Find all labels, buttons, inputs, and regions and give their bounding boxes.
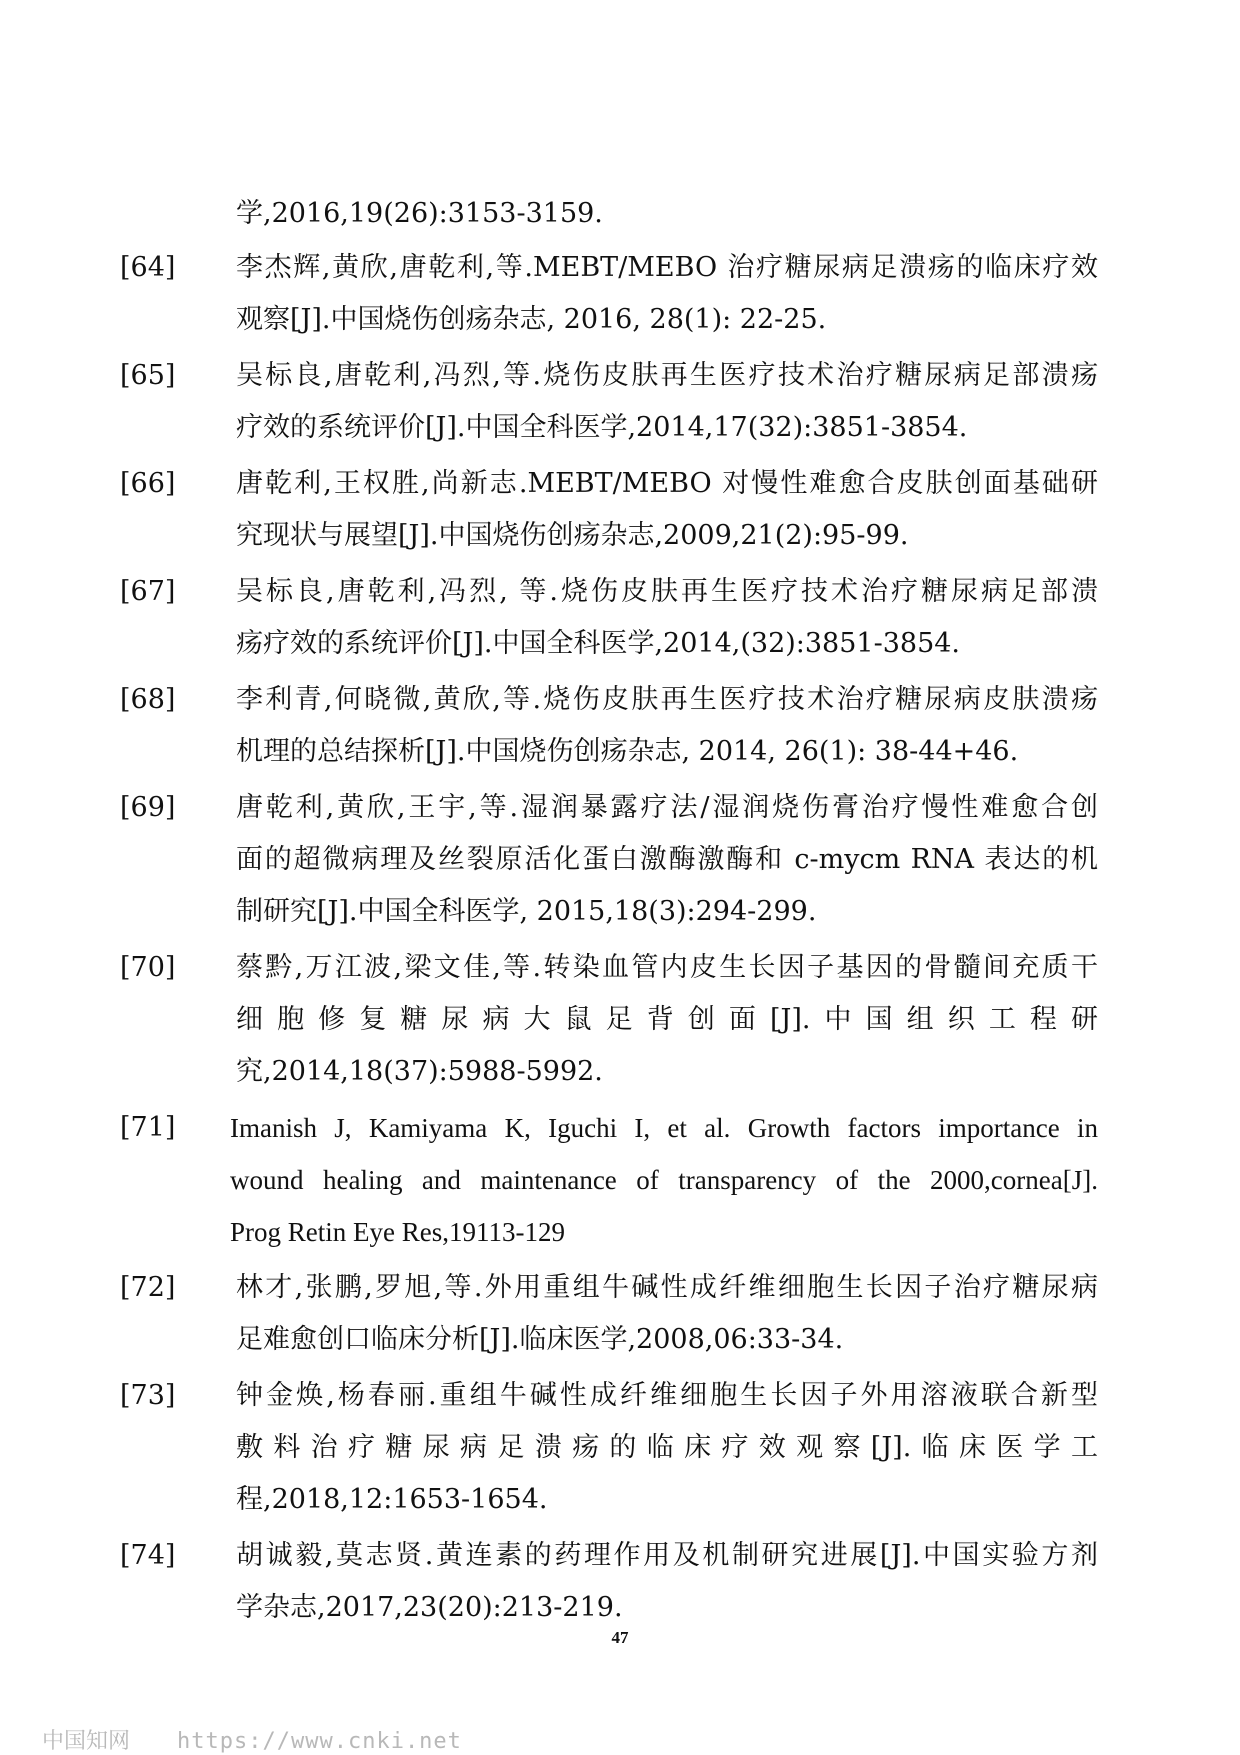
reference-line: 足难愈创口临床分析[J].临床医学,2008,06:33-34. (236, 1324, 844, 1355)
reference-line: 程,2018,12:1653-1654. (236, 1484, 548, 1515)
reference-line: 李利青,何晓微,黄欣,等.烧伤皮肤再生医疗技术治疗糖尿病皮肤溃疡 (236, 684, 1098, 715)
reference-line: 胡诚毅,莫志贤.黄连素的药理作用及机制研究进展[J].中国实验方剂 (236, 1540, 1098, 1571)
watermark (42, 1724, 462, 1755)
reference-number: [69] (120, 792, 176, 823)
reference-line: 究,2014,18(37):5988-5992. (236, 1056, 603, 1087)
reference-line: 唐乾利,王权胜,尚新志.MEBT/MEBO 对慢性难愈合皮肤创面基础研 (236, 468, 1098, 499)
reference-item (120, 674, 1098, 778)
reference-line: 疗效的系统评价[J].中国全科医学,2014,17(32):3851-3854. (236, 412, 968, 443)
reference-line: Imanish J, Kamiyama K, Iguchi I, et al. Growth factors importance in (230, 1113, 1098, 1143)
reference-item (120, 1530, 1098, 1634)
reference-line: 敷料治疗糖尿病足溃疡的临床疗效观察[J].临床医学工 (236, 1432, 1098, 1463)
reference-line: 蔡黔,万江波,梁文佳,等.转染血管内皮生长因子基因的骨髓间充质干 (236, 952, 1098, 983)
watermark-site-name: 中国知网 (42, 1729, 131, 1754)
page-number: 47 (611, 1628, 629, 1647)
reference-line: 钟金焕,杨春丽.重组牛碱性成纤维细胞生长因子外用溶液联合新型 (236, 1380, 1098, 1411)
reference-number: [68] (120, 684, 176, 715)
reference-line: 面的超微病理及丝裂原活化蛋白激酶激酶和 c-mycm RNA 表达的机 (236, 844, 1098, 875)
reference-item (120, 350, 1098, 454)
reference-line: 学杂志,2017,23(20):213-219. (236, 1592, 623, 1623)
reference-item (120, 242, 1098, 346)
reference-line: 唐乾利,黄欣,王宇,等.湿润暴露疗法/湿润烧伤膏治疗慢性难愈合创 (236, 792, 1098, 823)
watermark-url: https://www.cnki.net (177, 1729, 462, 1754)
reference-number: [66] (120, 468, 176, 499)
reference-item (120, 1370, 1098, 1526)
reference-item (120, 782, 1098, 938)
reference-item (120, 566, 1098, 670)
reference-item (178, 188, 1098, 240)
reference-line: 疡疗效的系统评价[J].中国全科医学,2014,(32):3851-3854. (236, 628, 961, 659)
reference-list (120, 188, 1098, 1634)
reference-line: wound healing and maintenance of transparency of the 2000,cornea[J]. (230, 1165, 1098, 1195)
reference-number: [65] (120, 360, 176, 391)
reference-number: [71] (120, 1112, 176, 1143)
reference-number: [74] (120, 1540, 176, 1571)
reference-line: 观察[J].中国烧伤创疡杂志, 2016, 28(1): 22-25. (236, 304, 827, 335)
reference-number: [70] (120, 952, 176, 983)
reference-line: 学,2016,19(26):3153-3159. (236, 198, 603, 229)
reference-item (120, 1102, 1098, 1258)
reference-line: Prog Retin Eye Res,19113-129 (230, 1217, 565, 1247)
reference-number: [67] (120, 576, 176, 607)
reference-item (120, 942, 1098, 1098)
reference-line: 究现状与展望[J].中国烧伤创疡杂志,2009,21(2):95-99. (236, 520, 909, 551)
reference-line: 林才,张鹏,罗旭,等.外用重组牛碱性成纤维细胞生长因子治疗糖尿病 (236, 1272, 1098, 1303)
reference-number: [72] (120, 1272, 176, 1303)
reference-line: 制研究[J].中国全科医学, 2015,18(3):294-299. (236, 896, 817, 927)
reference-line: 细胞修复糖尿病大鼠足背创面[J].中国组织工程研 (236, 1004, 1098, 1035)
reference-item (120, 1262, 1098, 1366)
reference-line: 李杰辉,黄欣,唐乾利,等.MEBT/MEBO 治疗糖尿病足溃疡的临床疗效 (236, 252, 1098, 283)
reference-item (120, 458, 1098, 562)
reference-number: [73] (120, 1380, 176, 1411)
reference-number: [64] (120, 252, 176, 283)
reference-line: 吴标良,唐乾利,冯烈, 等.烧伤皮肤再生医疗技术治疗糖尿病足部溃 (236, 576, 1098, 607)
reference-line: 吴标良,唐乾利,冯烈,等.烧伤皮肤再生医疗技术治疗糖尿病足部溃疡 (236, 360, 1098, 391)
reference-line: 机理的总结探析[J].中国烧伤创疡杂志, 2014, 26(1): 38-44+46. (236, 736, 1019, 767)
